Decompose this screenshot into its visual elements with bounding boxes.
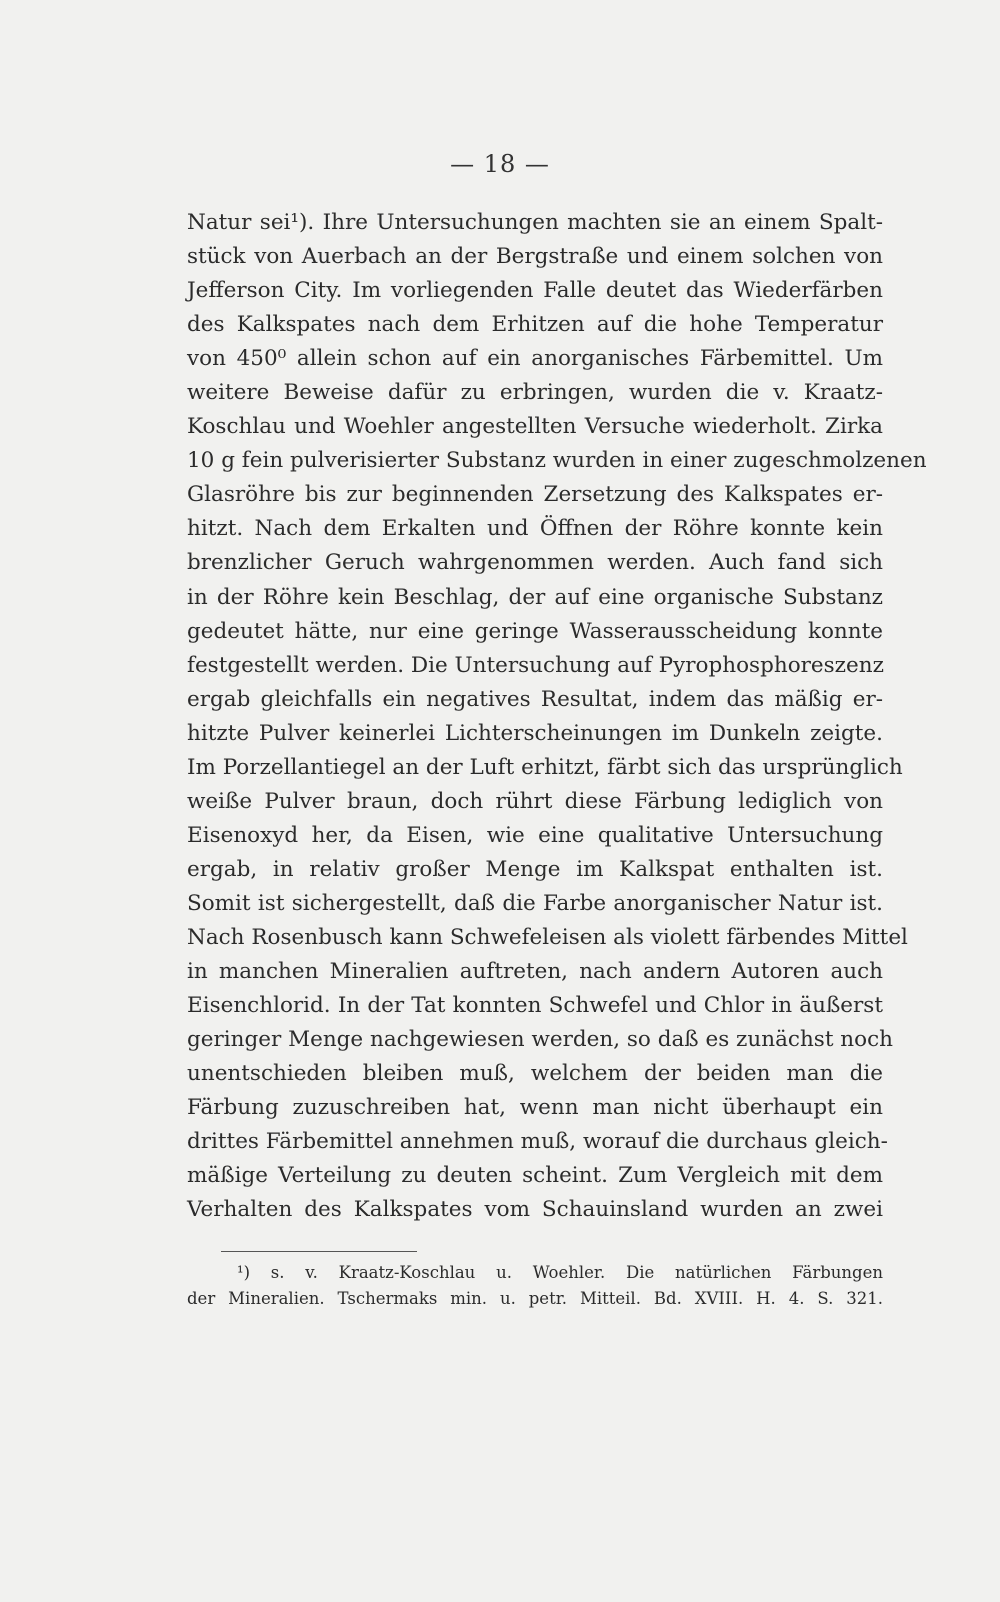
text-line: brenzlicher Geruch wahrgenommen werden. Auch fand sich [187,550,883,576]
text-line: hitzt. Nach dem Erkalten und Öffnen der Röhre konnte kein [187,516,883,542]
text-line: ergab gleichfalls ein negatives Resultat, indem das mäßig er- [187,686,883,712]
text-line: hitzte Pulver keinerlei Lichterscheinungen im Dunkeln zeigte. [187,720,883,746]
text-line: Jefferson City. Im vorliegenden Falle deutet das Wiederfärben [187,278,883,304]
text-line: weitere Beweise dafür zu erbringen, wurden die v. Kraatz- [187,380,883,406]
text-line: stück von Auerbach an der Bergstraße und einem solchen von [187,244,883,270]
text-line: Verhalten des Kalkspates vom Schauinsland wurden an zwei [187,1197,883,1223]
text-line: Natur sei¹). Ihre Untersuchungen machten sie an einem Spalt- [187,210,883,235]
text-line: ergab, in relativ großer Menge im Kalkspat enthalten ist. [187,856,883,882]
text-line: mäßige Verteilung zu deuten scheint. Zum Vergleich mit dem [187,1163,883,1189]
text-line: geringer Menge nachgewiesen werden, so daß es zunächst noch [187,1027,893,1053]
footnotes [187,1260,883,1312]
text-line: unentschieden bleiben muß, welchem der beiden man die [187,1061,883,1087]
text-line: gedeutet hätte, nur eine geringe Wasserausscheidung konnte [187,618,883,644]
text-line: Somit ist sichergestellt, daß die Farbe anorganischer Natur ist. [187,890,883,916]
text-line: Koschlau und Woehler angestellten Versuche wiederholt. Zirka [187,414,883,440]
text-line: Glasröhre bis zur beginnenden Zersetzung des Kalkspates er- [187,482,883,508]
text-line: Nach Rosenbusch kann Schwefeleisen als violett färbendes Mittel [187,924,908,950]
footnote-divider [221,1251,417,1252]
footnote-line: der Mineralien. Tschermaks min. u. petr. Mitteil. Bd. XVIII. H. 4. S. 321. [187,1289,883,1308]
text-line: weiße Pulver braun, doch rührt diese Färbung lediglich von [187,788,883,814]
body-text [187,206,927,1227]
text-line: des Kalkspates nach dem Erhitzen auf die hohe Temperatur [187,312,883,338]
text-line: in der Röhre kein Beschlag, der auf eine organische Substanz [187,584,883,610]
text-line: in manchen Mineralien auftreten, nach andern Autoren auch [187,959,883,985]
text-line: Im Porzellantiegel an der Luft erhitzt, färbt sich das ursprünglich [187,754,903,780]
text-line: Eisenchlorid. In der Tat konnten Schwefel und Chlor in äußerst [187,993,883,1019]
text-line: festgestellt werden. Die Untersuchung auf Pyrophosphoreszenz [187,652,884,678]
text-line: Eisenoxyd her, da Eisen, wie eine qualitative Untersuchung [187,822,883,848]
page-number: — 18 — [450,150,550,178]
footnote-line: ¹) s. v. Kraatz-Koschlau u. Woehler. Die natürlichen Färbungen [237,1263,883,1282]
text-line: Färbung zuzuschreiben hat, wenn man nicht überhaupt ein [187,1095,883,1121]
text-line: 10 g fein pulverisierter Substanz wurden in einer zugeschmolzenen [187,448,927,474]
text-line: von 450⁰ allein schon auf ein anorganisches Färbemittel. Um [187,346,883,372]
text-line: drittes Färbemittel annehmen muß, worauf die durchaus gleich- [187,1129,888,1155]
